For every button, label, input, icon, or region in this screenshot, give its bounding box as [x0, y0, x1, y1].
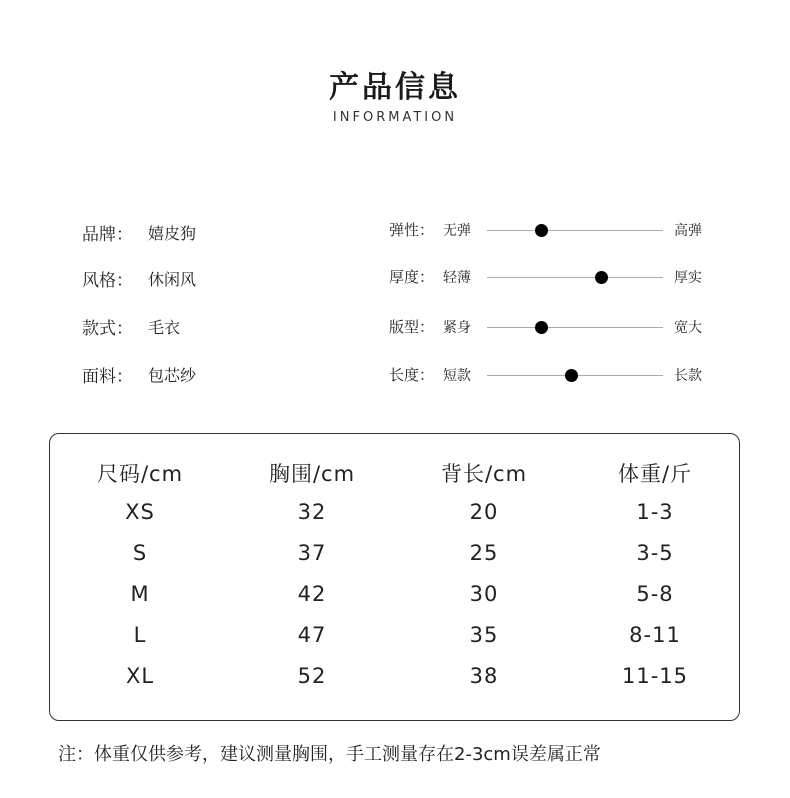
scale-indicator-dot [535, 224, 548, 237]
scale-label: 版型： [389, 318, 435, 336]
table-cell: 1-3 [636, 500, 674, 524]
scale-high-label: 宽大 [674, 320, 702, 336]
table-cell: 37 [297, 541, 327, 565]
attribute-value: 休闲风 [148, 270, 197, 289]
table-cell: 32 [297, 500, 327, 524]
scale-high-label: 厚实 [674, 270, 702, 286]
scale-item [389, 364, 719, 388]
table-row [50, 541, 739, 581]
footnote: 注：体重仅供参考，建议测量胸围，手工测量存在2-3cm误差属正常 [58, 744, 601, 765]
table-header-row [50, 458, 739, 498]
table-row [50, 623, 739, 663]
scale-indicator-dot [595, 271, 608, 284]
scale-track [487, 327, 663, 328]
table-cell: 8-11 [629, 623, 681, 647]
scale-label: 弹性： [389, 221, 435, 239]
attribute-label: 款式： [82, 319, 133, 339]
scale-low-label: 无弹 [443, 223, 471, 239]
table-cell: 25 [469, 541, 499, 565]
table-cell: 3-5 [636, 541, 674, 565]
scale-low-label: 轻薄 [443, 270, 471, 286]
table-cell: 30 [469, 582, 499, 606]
table-cell: M [130, 582, 150, 606]
attribute-label: 品牌： [82, 225, 133, 245]
scale-item [389, 266, 719, 290]
scale-high-label: 高弹 [674, 223, 702, 239]
table-row [50, 500, 739, 540]
scale-track [487, 277, 663, 278]
table-header-cell: 体重/斤 [617, 462, 693, 486]
table-cell: L [133, 623, 147, 647]
table-cell: 35 [469, 623, 499, 647]
scale-low-label: 短款 [443, 368, 471, 384]
table-row [50, 664, 739, 704]
table-cell: XS [125, 500, 155, 524]
scale-track [487, 230, 663, 231]
table-cell: 52 [297, 664, 327, 688]
table-cell: 11-15 [621, 664, 689, 688]
table-cell: 38 [469, 664, 499, 688]
table-cell: 5-8 [636, 582, 674, 606]
attribute-item [82, 266, 197, 291]
attribute-label: 面料： [82, 367, 133, 387]
attribute-item [82, 220, 197, 245]
scale-indicator-dot [565, 369, 578, 382]
attribute-label: 风格： [82, 271, 133, 291]
size-table [49, 433, 740, 721]
page-subtitle: INFORMATION [332, 110, 458, 125]
attribute-value: 嬉皮狗 [148, 224, 197, 243]
table-cell: XL [125, 664, 155, 688]
scale-track [487, 375, 663, 376]
table-cell: 20 [469, 500, 499, 524]
attribute-value: 毛衣 [148, 318, 181, 337]
table-cell: 42 [297, 582, 327, 606]
table-row [50, 582, 739, 622]
scale-low-label: 紧身 [443, 320, 471, 336]
attribute-item [82, 314, 181, 339]
table-header-cell: 背长/cm [440, 462, 528, 486]
scale-item [389, 316, 719, 340]
scale-label: 厚度： [389, 268, 435, 286]
table-header-cell: 尺码/cm [96, 462, 184, 486]
table-cell: S [132, 541, 148, 565]
attribute-value: 包芯纱 [148, 366, 197, 385]
scale-label: 长度： [389, 366, 435, 384]
page-title: 产品信息 [329, 70, 461, 105]
attribute-item [82, 362, 197, 387]
scale-high-label: 长款 [674, 368, 702, 384]
table-cell: 47 [297, 623, 327, 647]
scale-item [389, 219, 719, 243]
scale-indicator-dot [535, 321, 548, 334]
table-header-cell: 胸围/cm [268, 462, 356, 486]
